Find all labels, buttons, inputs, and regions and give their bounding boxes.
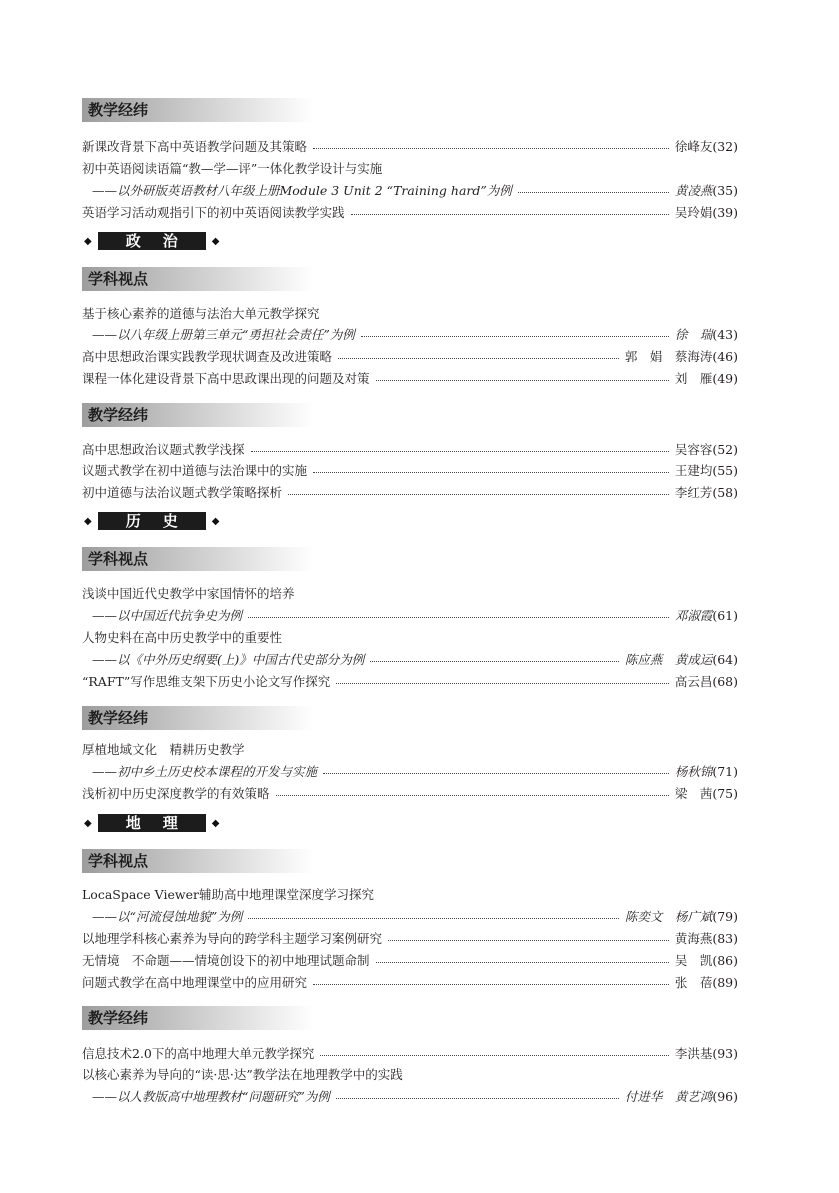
entry-author: 吴玲娟 — [674, 205, 713, 220]
entry-author: 李红芳 — [674, 485, 713, 500]
subject-banner-geography — [84, 813, 219, 833]
entry-title: ——以外研版英语教材八年级上册Module 3 Unit 2 “Training hard”为例 — [92, 183, 512, 198]
entry-page: (55) — [712, 462, 738, 478]
entry-title: “RAFT”写作思维支架下历史小论文写作探究 — [82, 674, 331, 689]
leader-dots — [376, 962, 669, 963]
leader-dots — [313, 148, 669, 149]
section-header-teaching: 教学经纬 — [82, 403, 314, 427]
toc-entry[interactable] — [82, 346, 738, 366]
subject-banner-politics — [84, 231, 219, 251]
entry-author: 邓淑霞 — [674, 608, 713, 623]
toc-entry[interactable] — [82, 202, 738, 222]
entry-title: 厚植地域文化 精耕历史教学 — [82, 742, 245, 757]
entry-title: 信息技术2.0下的高中地理大单元教学探究 — [82, 1046, 315, 1061]
entry-author: 王建均 — [674, 463, 713, 478]
section-header-perspective: 学科视点 — [82, 849, 314, 873]
entry-page: (64) — [712, 651, 738, 667]
leader-dots — [376, 380, 669, 381]
entry-title: 人物史料在高中历史教学中的重要性 — [82, 630, 283, 645]
entry-page: (43) — [712, 326, 738, 342]
entry-title: 浅析初中历史深度教学的有效策略 — [82, 786, 270, 801]
entry-page: (96) — [712, 1088, 738, 1104]
entry-title: 高中思想政治课实践教学现状调查及改进策略 — [82, 349, 333, 364]
section-header-perspective: 学科视点 — [82, 547, 314, 571]
diamond-icon: ◆ — [211, 235, 220, 247]
entry-title: ——初中乡土历史校本课程的开发与实施 — [92, 764, 318, 779]
entry-title: ——以八年级上册第三单元“勇担社会责任”为例 — [92, 327, 355, 342]
entry-title: 问题式教学在高中地理课堂中的应用研究 — [82, 975, 308, 990]
toc-entry[interactable] — [82, 158, 738, 178]
toc-entry[interactable] — [82, 1064, 738, 1084]
entry-author: 李洪基 — [674, 1046, 713, 1061]
entry-page: (39) — [712, 204, 738, 220]
toc-entry-subtitle[interactable] — [92, 324, 738, 344]
leader-dots — [248, 617, 669, 618]
toc-entry[interactable] — [82, 1043, 738, 1063]
entry-page: (35) — [712, 182, 738, 198]
diamond-icon: ◆ — [84, 515, 92, 527]
entry-title: 新课改背景下高中英语教学问题及其策略 — [82, 139, 308, 154]
subject-banner-history — [84, 511, 219, 531]
diamond-icon: ◆ — [84, 235, 92, 247]
entry-title: 初中道德与法治议题式教学策略探析 — [82, 485, 283, 500]
leader-dots — [288, 494, 669, 495]
entry-page: (52) — [712, 441, 738, 457]
diamond-icon: ◆ — [211, 817, 220, 829]
entry-page: (83) — [712, 930, 738, 946]
entry-page: (89) — [712, 974, 738, 990]
entry-page: (93) — [712, 1045, 738, 1061]
entry-author: 吴容容 — [674, 442, 713, 457]
entry-page: (86) — [712, 952, 738, 968]
toc-entry-subtitle[interactable] — [92, 649, 738, 669]
toc-entry[interactable] — [82, 439, 738, 459]
leader-dots — [518, 192, 669, 193]
leader-dots — [370, 661, 619, 662]
entry-title: LocaSpace Viewer辅助高中地理课堂深度学习探究 — [82, 887, 374, 902]
entry-title: 课程一体化建设背景下高中思政课出现的问题及对策 — [82, 371, 370, 386]
entry-title: ——以《中外历史纲要(上)》中国古代史部分为例 — [92, 652, 365, 667]
subject-label: 历史 — [98, 512, 206, 530]
subject-label: 政治 — [98, 232, 206, 250]
leader-dots — [336, 683, 669, 684]
leader-dots — [351, 214, 669, 215]
entry-title: 以地理学科核心素养为导向的跨学科主题学习案例研究 — [82, 931, 383, 946]
leader-dots — [388, 940, 669, 941]
toc-entry-subtitle[interactable] — [92, 605, 738, 625]
leader-dots — [336, 1098, 619, 1099]
leader-dots — [313, 984, 669, 985]
entry-author: 陈应燕 黄成运 — [624, 652, 713, 667]
toc-entry[interactable] — [82, 972, 738, 992]
entry-page: (71) — [712, 763, 738, 779]
entry-page: (68) — [712, 673, 738, 689]
toc-entry[interactable] — [82, 303, 738, 323]
leader-dots — [276, 795, 669, 796]
subject-label: 地理 — [98, 814, 206, 832]
leader-dots — [323, 773, 669, 774]
entry-title: ——以中国近代抗争史为例 — [92, 608, 243, 623]
section-header-teaching: 教学经纬 — [82, 98, 314, 122]
entry-author: 吴 凯 — [674, 953, 713, 968]
toc-entry-subtitle[interactable] — [92, 906, 738, 926]
toc-entry[interactable] — [82, 460, 738, 480]
leader-dots — [338, 358, 619, 359]
entry-author: 徐峰友 — [674, 139, 713, 154]
toc-entry[interactable] — [82, 583, 738, 603]
entry-author: 郭 娟 蔡海涛 — [624, 349, 713, 364]
leader-dots — [248, 918, 619, 919]
entry-title: 浅谈中国近代史教学中家国情怀的培养 — [82, 586, 295, 601]
entry-title: 以核心素养为导向的“读·思·达”教学法在地理教学中的实践 — [82, 1067, 403, 1082]
leader-dots — [320, 1055, 668, 1056]
entry-author: 陈奕文 杨广斌 — [624, 909, 713, 924]
entry-page: (75) — [712, 785, 738, 801]
toc-entry[interactable] — [82, 136, 738, 156]
toc-entry[interactable] — [82, 671, 738, 691]
entry-author: 杨秋锦 — [674, 764, 713, 779]
toc-entry-subtitle[interactable] — [92, 1086, 738, 1106]
toc-entry-subtitle[interactable] — [92, 761, 738, 781]
section-header-perspective: 学科视点 — [82, 267, 314, 291]
diamond-icon: ◆ — [84, 817, 92, 829]
entry-title: 高中思想政治议题式教学浅探 — [82, 442, 245, 457]
entry-author: 高云昌 — [674, 674, 713, 689]
toc-entry[interactable] — [82, 368, 738, 388]
entry-author: 梁 茜 — [674, 786, 713, 801]
entry-author: 付进华 黄艺鸿 — [624, 1089, 713, 1104]
toc-entry[interactable] — [82, 482, 738, 502]
entry-page: (49) — [712, 370, 738, 386]
toc-entry-subtitle[interactable] — [92, 180, 738, 200]
toc-entry[interactable] — [82, 627, 738, 647]
entry-page: (79) — [712, 908, 738, 924]
entry-author: 黄海燕 — [674, 931, 713, 946]
entry-page: (32) — [712, 138, 738, 154]
section-header-teaching: 教学经纬 — [82, 1006, 314, 1030]
entry-title: 基于核心素养的道德与法治大单元教学探究 — [82, 306, 320, 321]
leader-dots — [251, 451, 669, 452]
entry-title: ——以人教版高中地理教材“问题研究”为例 — [92, 1089, 330, 1104]
toc-entry[interactable] — [82, 928, 738, 948]
entry-page: (46) — [712, 348, 738, 364]
entry-title: 议题式教学在初中道德与法治课中的实施 — [82, 463, 308, 478]
toc-entry[interactable] — [82, 884, 738, 904]
entry-title: 初中英语阅读语篇“教—学—评”一体化教学设计与实施 — [82, 161, 383, 176]
section-header-teaching: 教学经纬 — [82, 706, 314, 730]
toc-entry[interactable] — [82, 783, 738, 803]
toc-entry[interactable] — [82, 739, 738, 759]
entry-title: 英语学习活动观指引下的初中英语阅读教学实践 — [82, 205, 345, 220]
entry-title: ——以“河流侵蚀地貌”为例 — [92, 909, 243, 924]
entry-author: 徐 瑞 — [674, 327, 713, 342]
leader-dots — [361, 336, 669, 337]
diamond-icon: ◆ — [211, 515, 220, 527]
toc-entry[interactable] — [82, 950, 738, 970]
entry-author: 刘 雁 — [674, 371, 713, 386]
entry-page: (58) — [712, 484, 738, 500]
leader-dots — [313, 472, 669, 473]
entry-author: 张 蓓 — [674, 975, 713, 990]
entry-author: 黄凌燕 — [674, 183, 713, 198]
entry-title: 无情境 不命题——情境创设下的初中地理试题命制 — [82, 953, 370, 968]
entry-page: (61) — [712, 607, 738, 623]
